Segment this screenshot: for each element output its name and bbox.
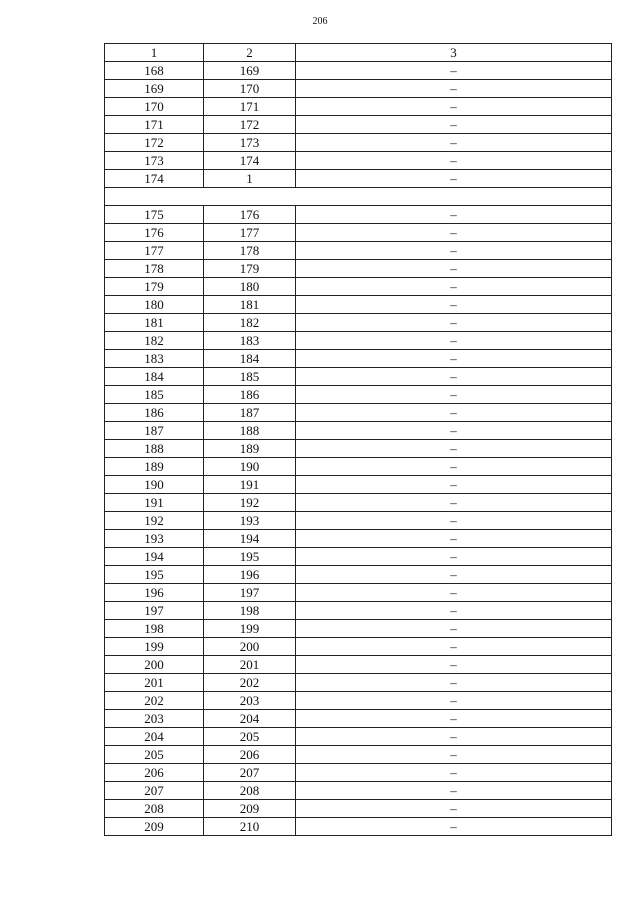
table-cell: – bbox=[296, 116, 612, 134]
table-cell: 193 bbox=[105, 530, 204, 548]
table-row bbox=[105, 116, 612, 134]
page-number: 206 bbox=[312, 16, 328, 27]
table-cell: 169 bbox=[204, 62, 296, 80]
table-cell: – bbox=[296, 278, 612, 296]
table-cell: 169 bbox=[105, 80, 204, 98]
table-cell: 191 bbox=[105, 494, 204, 512]
table-cell: – bbox=[296, 62, 612, 80]
table-cell: 180 bbox=[105, 296, 204, 314]
table-cell: 190 bbox=[204, 458, 296, 476]
table-cell: 181 bbox=[204, 296, 296, 314]
table-row bbox=[105, 548, 612, 566]
table-cell: 191 bbox=[204, 476, 296, 494]
table-cell: 197 bbox=[105, 602, 204, 620]
table-cell: 203 bbox=[105, 710, 204, 728]
table-cell: 201 bbox=[204, 656, 296, 674]
table-cell: 208 bbox=[105, 800, 204, 818]
table-cell: 176 bbox=[204, 206, 296, 224]
table-row bbox=[105, 62, 612, 80]
column-header: 1 bbox=[105, 44, 204, 62]
table-row bbox=[105, 512, 612, 530]
table-cell: – bbox=[296, 224, 612, 242]
table-separator bbox=[105, 188, 612, 206]
table-cell: 196 bbox=[204, 566, 296, 584]
table-cell: 1 bbox=[204, 170, 296, 188]
table-cell: 192 bbox=[204, 494, 296, 512]
table-cell: – bbox=[296, 548, 612, 566]
table-cell: – bbox=[296, 782, 612, 800]
table-cell: 199 bbox=[105, 638, 204, 656]
table-cell: – bbox=[296, 296, 612, 314]
table-row bbox=[105, 440, 612, 458]
table-cell: 187 bbox=[105, 422, 204, 440]
table-cell: 180 bbox=[204, 278, 296, 296]
table-cell: – bbox=[296, 818, 612, 836]
table-cell: 207 bbox=[204, 764, 296, 782]
table-row bbox=[105, 458, 612, 476]
table-cell: – bbox=[296, 764, 612, 782]
table-row bbox=[105, 152, 612, 170]
table-cell: – bbox=[296, 566, 612, 584]
table-cell: 209 bbox=[204, 800, 296, 818]
table-cell: 203 bbox=[204, 692, 296, 710]
table-cell: 205 bbox=[204, 728, 296, 746]
table-cell: – bbox=[296, 134, 612, 152]
table-cell: – bbox=[296, 350, 612, 368]
table-row bbox=[105, 530, 612, 548]
table-cell: 194 bbox=[204, 530, 296, 548]
table-cell: 188 bbox=[105, 440, 204, 458]
table-cell: 202 bbox=[105, 692, 204, 710]
table-cell: 182 bbox=[204, 314, 296, 332]
table-row bbox=[105, 620, 612, 638]
table-cell: 178 bbox=[105, 260, 204, 278]
table-row bbox=[105, 476, 612, 494]
table-cell: – bbox=[296, 422, 612, 440]
table-cell: – bbox=[296, 602, 612, 620]
table-cell: 209 bbox=[105, 818, 204, 836]
table-cell: – bbox=[296, 314, 612, 332]
blank-cell bbox=[105, 188, 612, 206]
table-cell: 192 bbox=[105, 512, 204, 530]
table-cell: – bbox=[296, 404, 612, 422]
table-row bbox=[105, 206, 612, 224]
table-row bbox=[105, 368, 612, 386]
table-row bbox=[105, 602, 612, 620]
table-row bbox=[105, 98, 612, 116]
table-cell: 199 bbox=[204, 620, 296, 638]
table-cell: 190 bbox=[105, 476, 204, 494]
table-row bbox=[105, 350, 612, 368]
column-header: 3 bbox=[296, 44, 612, 62]
table-row bbox=[105, 692, 612, 710]
column-header: 2 bbox=[204, 44, 296, 62]
table-row bbox=[105, 386, 612, 404]
table-cell: – bbox=[296, 206, 612, 224]
table-cell: 189 bbox=[105, 458, 204, 476]
table-cell: 183 bbox=[105, 350, 204, 368]
table-cell: 200 bbox=[105, 656, 204, 674]
table-cell: 186 bbox=[105, 404, 204, 422]
table-cell: 189 bbox=[204, 440, 296, 458]
table-cell: 201 bbox=[105, 674, 204, 692]
table-cell: 170 bbox=[204, 80, 296, 98]
table-cell: 177 bbox=[204, 224, 296, 242]
table-cell: 178 bbox=[204, 242, 296, 260]
table-cell: 173 bbox=[204, 134, 296, 152]
table-cell: – bbox=[296, 800, 612, 818]
table-cell: 206 bbox=[204, 746, 296, 764]
table-cell: – bbox=[296, 494, 612, 512]
table-row bbox=[105, 782, 612, 800]
table-cell: 177 bbox=[105, 242, 204, 260]
table-cell: 174 bbox=[204, 152, 296, 170]
table-cell: 185 bbox=[105, 386, 204, 404]
table-cell: – bbox=[296, 728, 612, 746]
table-cell: – bbox=[296, 80, 612, 98]
table-cell: 171 bbox=[105, 116, 204, 134]
table-cell: 197 bbox=[204, 584, 296, 602]
table-row bbox=[105, 818, 612, 836]
table-cell: – bbox=[296, 656, 612, 674]
table-cell: – bbox=[296, 746, 612, 764]
table-cell: 208 bbox=[204, 782, 296, 800]
table-cell: – bbox=[296, 386, 612, 404]
table-cell: – bbox=[296, 512, 612, 530]
table-row bbox=[105, 224, 612, 242]
header-row bbox=[105, 44, 612, 62]
data-table bbox=[104, 43, 612, 836]
table-cell: – bbox=[296, 674, 612, 692]
table-cell: 205 bbox=[105, 746, 204, 764]
table-row bbox=[105, 566, 612, 584]
table-cell: 173 bbox=[105, 152, 204, 170]
table-cell: – bbox=[296, 152, 612, 170]
table-cell: – bbox=[296, 710, 612, 728]
table-row bbox=[105, 170, 612, 188]
table-cell: 193 bbox=[204, 512, 296, 530]
table-row bbox=[105, 242, 612, 260]
table-cell: – bbox=[296, 638, 612, 656]
table-cell: 172 bbox=[105, 134, 204, 152]
table-cell: – bbox=[296, 692, 612, 710]
table-row bbox=[105, 746, 612, 764]
table-cell: 187 bbox=[204, 404, 296, 422]
table-cell: 168 bbox=[105, 62, 204, 80]
table-row bbox=[105, 674, 612, 692]
table-cell: 202 bbox=[204, 674, 296, 692]
table-cell: – bbox=[296, 584, 612, 602]
table-cell: – bbox=[296, 98, 612, 116]
table-row bbox=[105, 278, 612, 296]
table-cell: 210 bbox=[204, 818, 296, 836]
table-cell: 198 bbox=[204, 602, 296, 620]
table-cell: 182 bbox=[105, 332, 204, 350]
table-cell: 198 bbox=[105, 620, 204, 638]
table-cell: 172 bbox=[204, 116, 296, 134]
table-cell: 176 bbox=[105, 224, 204, 242]
table-row bbox=[105, 332, 612, 350]
table-cell: 206 bbox=[105, 764, 204, 782]
table-cell: 175 bbox=[105, 206, 204, 224]
table-row bbox=[105, 638, 612, 656]
table-row bbox=[105, 296, 612, 314]
blank-row bbox=[105, 188, 612, 206]
table-block-1 bbox=[105, 62, 612, 188]
table-cell: 207 bbox=[105, 782, 204, 800]
table-cell: – bbox=[296, 332, 612, 350]
table-cell: – bbox=[296, 170, 612, 188]
table-row bbox=[105, 710, 612, 728]
table-row bbox=[105, 728, 612, 746]
table-row bbox=[105, 584, 612, 602]
table-cell: 174 bbox=[105, 170, 204, 188]
table-cell: – bbox=[296, 620, 612, 638]
table-cell: 184 bbox=[105, 368, 204, 386]
table-row bbox=[105, 80, 612, 98]
table-cell: 204 bbox=[105, 728, 204, 746]
table-cell: 195 bbox=[204, 548, 296, 566]
table-cell: 185 bbox=[204, 368, 296, 386]
table-cell: 184 bbox=[204, 350, 296, 368]
table-cell: – bbox=[296, 260, 612, 278]
table-cell: 194 bbox=[105, 548, 204, 566]
table-row bbox=[105, 260, 612, 278]
table-cell: 200 bbox=[204, 638, 296, 656]
table-cell: – bbox=[296, 530, 612, 548]
table-row bbox=[105, 656, 612, 674]
table-cell: – bbox=[296, 368, 612, 386]
table-cell: 196 bbox=[105, 584, 204, 602]
table-cell: 204 bbox=[204, 710, 296, 728]
table-cell: – bbox=[296, 458, 612, 476]
table-row bbox=[105, 800, 612, 818]
table-cell: 179 bbox=[105, 278, 204, 296]
table-cell: – bbox=[296, 242, 612, 260]
table-cell: 181 bbox=[105, 314, 204, 332]
table-cell: – bbox=[296, 440, 612, 458]
table-row bbox=[105, 134, 612, 152]
table-row bbox=[105, 404, 612, 422]
table-cell: 170 bbox=[105, 98, 204, 116]
table-cell: 188 bbox=[204, 422, 296, 440]
table-cell: 183 bbox=[204, 332, 296, 350]
table-row bbox=[105, 764, 612, 782]
table-row bbox=[105, 422, 612, 440]
table-cell: – bbox=[296, 476, 612, 494]
table-cell: 171 bbox=[204, 98, 296, 116]
table-cell: 195 bbox=[105, 566, 204, 584]
table-block-2 bbox=[105, 206, 612, 836]
table-cell: 186 bbox=[204, 386, 296, 404]
table-cell: 179 bbox=[204, 260, 296, 278]
table-row bbox=[105, 494, 612, 512]
table-row bbox=[105, 314, 612, 332]
